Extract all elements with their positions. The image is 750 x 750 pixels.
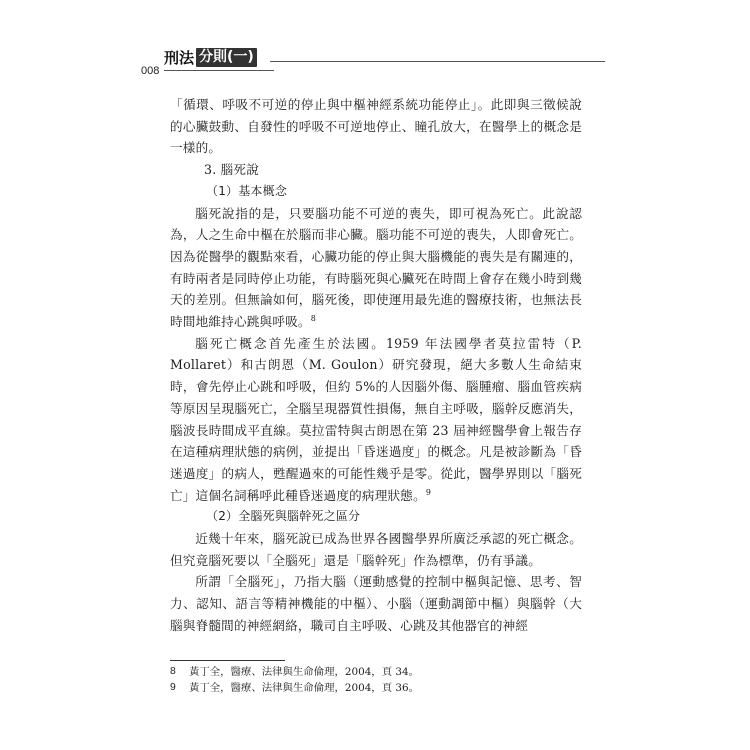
main-text [170, 94, 582, 637]
footnote-ref-9: 9 [425, 487, 432, 497]
paragraph-1: 「循環、呼吸不可逆的停止與中樞神經系統功能停止」。此即與三徵候說的心臟鼓動、自發性的呼吸不可逆地停止、瞳孔放大，在醫學上的概念是一樣的。 [170, 97, 582, 156]
book-title-main: 刑法 [164, 49, 195, 67]
footnote-ref-8: 8 [310, 313, 317, 323]
footnote-text: 黃丁全，醫療、法律與生命倫理，2004，頁 34。 [189, 666, 419, 678]
footnote [170, 680, 582, 696]
header-rule-left [164, 70, 274, 71]
footnotes [170, 664, 582, 696]
footnote-number: 9 [170, 682, 176, 693]
book-title [164, 47, 257, 68]
subheading-basic-concept: （1）基本概念 [206, 183, 288, 198]
footnote-rule [170, 660, 285, 661]
footnote-text: 黃丁全，醫療、法律與生命倫理，2004，頁 36。 [189, 682, 419, 694]
section-heading-3: 3. 腦死說 [204, 162, 260, 178]
header-rule [270, 61, 605, 62]
paragraph-3 [170, 333, 582, 507]
subheading-whole-brain-vs-brainstem: （2）全腦死與腦幹死之區分 [206, 509, 361, 524]
paragraph-4: 近幾十年來，腦死說已成為世界各國醫學界所廣泛承認的死亡概念。但究竟腦死要以「全腦死」還是「腦幹死」作為標準，仍有爭議。 [170, 531, 582, 568]
paragraph-5: 所謂「全腦死」，乃指大腦（運動感覺的控制中樞與記憶、思考、智力、認知、語言等精神機能的中樞）、小腦（運動調節中樞）與腦幹（大腦與脊髓間的神經網絡，職司自主呼吸、心跳及其他器官的神經 [170, 574, 582, 633]
book-title-sub: 分則(一) [196, 48, 257, 67]
paragraph-3-text: 腦死亡概念首先產生於法國。1959 年法國學者莫拉雷特（P. Mollaret）和古朗恩（M. Goulon）研究發現，絕大多數人生命結束時，會先停止心跳和呼吸，但約 5%的人因腦外傷、腦腫瘤、腦血管疾病等原因呈現腦死亡，全腦呈現器質性損傷，無自主呼吸，腦幹反應消失，腦波長時間成平直線。莫拉雷特與古朗恩在第 23 屆神經醫學會上報告存在這種病理狀態的病例，並提出「昏迷過度」的概念。凡是被診斷為「昏迷過度」的病人，甦醒過來的可能性幾乎是零。從此，醫學界則以「腦死亡」這個名詞稱呼此種昏迷過度的病理狀態。 [170, 335, 582, 503]
paragraph-2-text: 腦死說指的是，只要腦功能不可逆的喪失，即可視為死亡。此說認為，人之生命中樞在於腦而非心臟。腦功能不可逆的喪失，人即會死亡。因為從醫學的觀點來看，心臟功能的停止與大腦機能的喪失是有關連的，有時兩者是同時停止功能，有時腦死與心臟死在時間上會存在幾小時到幾天的差別。但無論如何，腦死後，即使運用最先進的醫療技術，也無法長時間地維持心跳與呼吸。 [170, 205, 582, 330]
paragraph-2 [170, 203, 582, 333]
footnote [170, 664, 582, 680]
footnote-number: 8 [170, 666, 176, 677]
page-number: 008 [141, 65, 160, 77]
